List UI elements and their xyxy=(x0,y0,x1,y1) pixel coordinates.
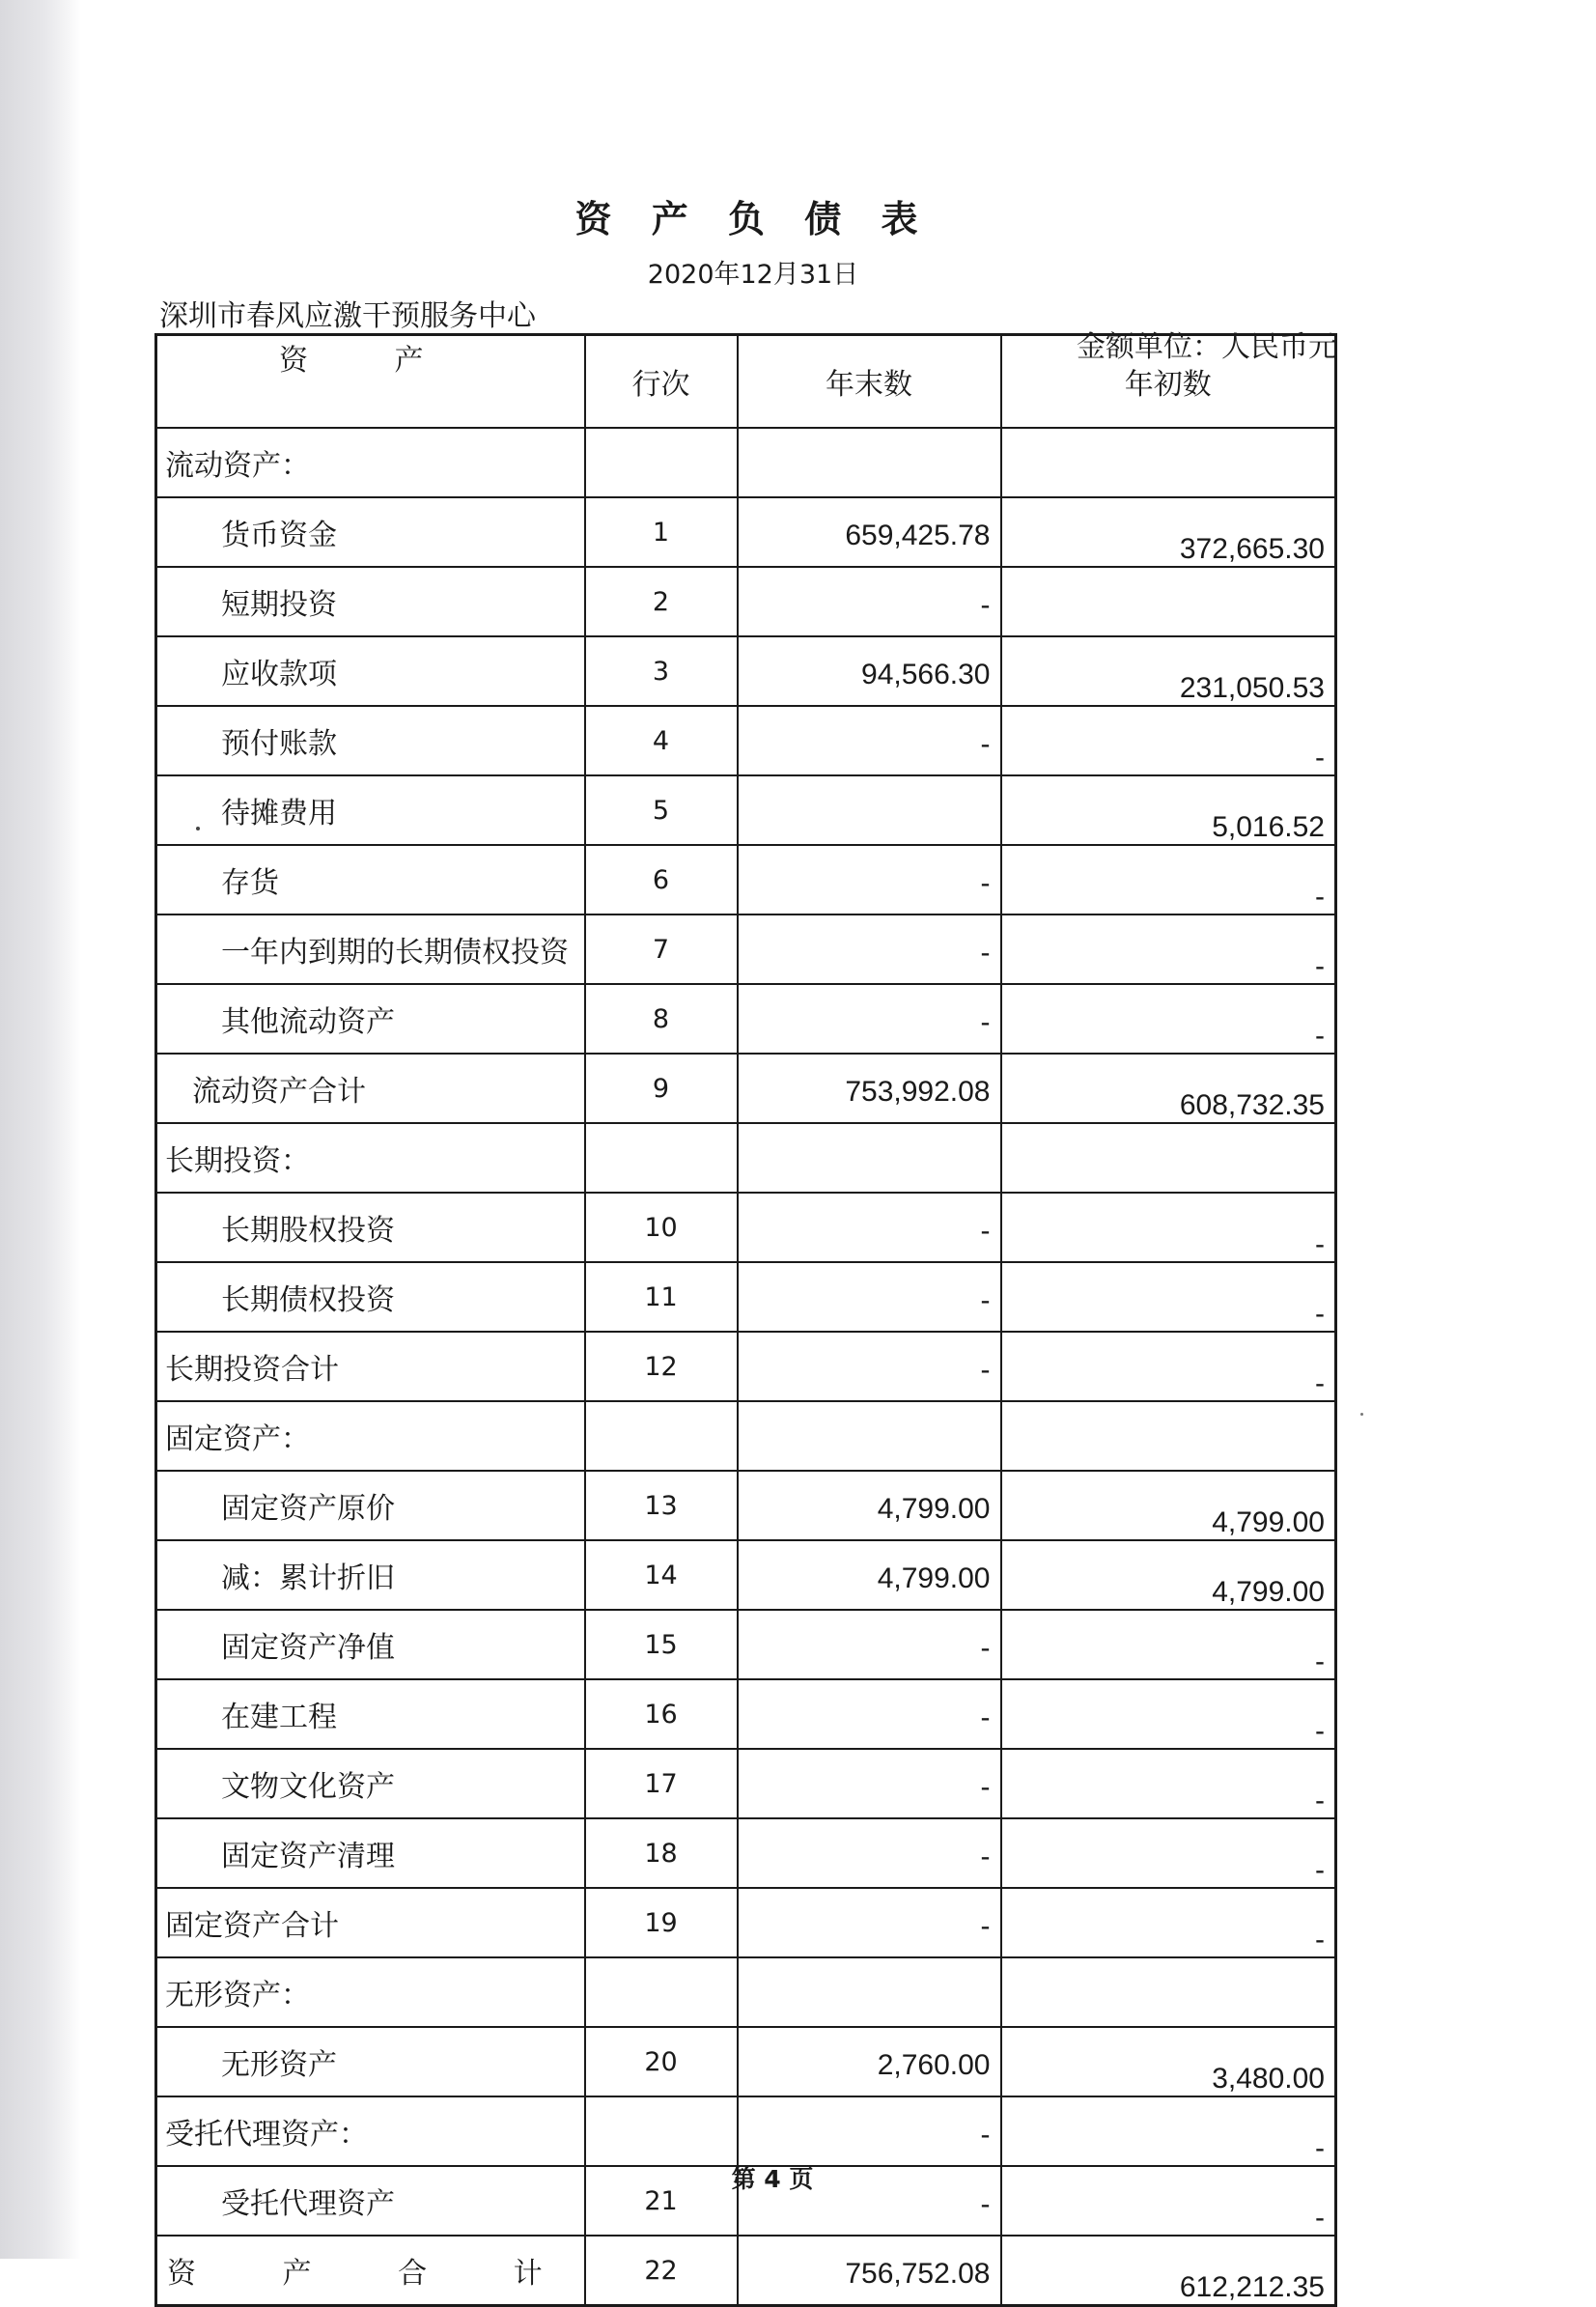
row-item-label: 长期股权投资 xyxy=(156,1193,585,1262)
row-line-number: 13 xyxy=(585,1471,738,1540)
row-year-begin-value: - xyxy=(1001,845,1336,914)
scan-speck xyxy=(196,827,200,830)
row-year-end-value: - xyxy=(738,1332,1001,1401)
row-year-end-value: - xyxy=(738,1679,1001,1749)
row-line-number xyxy=(585,1957,738,2027)
table-row xyxy=(156,1401,1336,1471)
row-item-label: 减：累计折旧 xyxy=(156,1540,585,1610)
row-year-begin-value: - xyxy=(1001,1818,1336,1888)
balance-sheet-table xyxy=(154,333,1337,2307)
table-row xyxy=(156,2096,1336,2166)
table-row xyxy=(156,2027,1336,2096)
row-item-label: 在建工程 xyxy=(156,1679,585,1749)
table-row xyxy=(156,497,1336,567)
row-year-begin-value xyxy=(1001,567,1336,636)
row-item-label: 固定资产净值 xyxy=(156,1610,585,1679)
row-line-number: 5 xyxy=(585,775,738,845)
row-year-begin-value: 5,016.52 xyxy=(1001,775,1336,845)
row-item-label: 存货 xyxy=(156,845,585,914)
row-item-label: 预付账款 xyxy=(156,706,585,775)
row-line-number: 22 xyxy=(585,2236,738,2306)
row-year-end-value: - xyxy=(738,845,1001,914)
table-row xyxy=(156,567,1336,636)
row-line-number: 4 xyxy=(585,706,738,775)
table-row xyxy=(156,1679,1336,1749)
table-row xyxy=(156,775,1336,845)
table-row xyxy=(156,845,1336,914)
row-year-begin-value: - xyxy=(1001,1679,1336,1749)
row-year-begin-value: - xyxy=(1001,914,1336,984)
row-year-end-value: 756,752.08 xyxy=(738,2236,1001,2306)
row-year-end-value: 753,992.08 xyxy=(738,1054,1001,1123)
document-title: 资 产 负 债 表 xyxy=(574,197,932,240)
row-line-number: 17 xyxy=(585,1749,738,1818)
row-item-label: 长期投资合计 xyxy=(156,1332,585,1401)
table-row xyxy=(156,636,1336,706)
row-year-end-value: - xyxy=(738,1610,1001,1679)
row-item-label: 文物文化资产 xyxy=(156,1749,585,1818)
row-year-begin-value: 231,050.53 xyxy=(1001,636,1336,706)
table-row xyxy=(156,1957,1336,2027)
row-year-end-value: - xyxy=(738,914,1001,984)
row-year-begin-value xyxy=(1001,428,1336,497)
organization-name: 深圳市春风应激干预服务中心 xyxy=(159,299,536,333)
row-item-label: 其他流动资产 xyxy=(156,984,585,1054)
row-item-label: 待摊费用 xyxy=(156,775,585,845)
row-line-number: 1 xyxy=(585,497,738,567)
row-item-label: 长期投资： xyxy=(156,1123,585,1193)
row-year-end-value: - xyxy=(738,567,1001,636)
row-item-label: 资 产 合 计 xyxy=(156,2236,585,2306)
table-row xyxy=(156,1193,1336,1262)
row-year-begin-value: - xyxy=(1001,2096,1336,2166)
row-item-label: 受托代理资产： xyxy=(156,2096,585,2166)
row-line-number: 6 xyxy=(585,845,738,914)
header-line-no: 行次 xyxy=(585,335,738,429)
row-year-end-value: - xyxy=(738,2096,1001,2166)
header-year-begin: 年初数 xyxy=(1001,335,1336,429)
row-year-begin-value xyxy=(1001,1957,1336,2027)
row-year-begin-value: 4,799.00 xyxy=(1001,1471,1336,1540)
row-year-end-value: 4,799.00 xyxy=(738,1540,1001,1610)
table-row xyxy=(156,428,1336,497)
row-year-begin-value: 608,732.35 xyxy=(1001,1054,1336,1123)
report-date: 2020年12月31日 xyxy=(647,260,859,290)
row-item-label: 固定资产原价 xyxy=(156,1471,585,1540)
row-year-begin-value: - xyxy=(1001,1888,1336,1957)
row-year-begin-value: - xyxy=(1001,706,1336,775)
row-year-end-value xyxy=(738,1957,1001,2027)
currency-unit: 金额单位：人民币元 xyxy=(1077,330,1337,364)
table-row xyxy=(156,2236,1336,2306)
row-line-number: 20 xyxy=(585,2027,738,2096)
row-year-end-value: 94,566.30 xyxy=(738,636,1001,706)
row-line-number: 21 xyxy=(585,2166,738,2236)
row-item-label: 流动资产： xyxy=(156,428,585,497)
row-item-label: 一年内到期的长期债权投资 xyxy=(156,914,585,984)
table-row xyxy=(156,1332,1336,1401)
row-line-number: 11 xyxy=(585,1262,738,1332)
row-year-end-value: - xyxy=(738,1818,1001,1888)
row-year-begin-value: - xyxy=(1001,984,1336,1054)
row-item-label: 受托代理资产 xyxy=(156,2166,585,2236)
row-item-label: 应收款项 xyxy=(156,636,585,706)
row-year-begin-value: - xyxy=(1001,1749,1336,1818)
row-year-begin-value: - xyxy=(1001,1262,1336,1332)
row-year-end-value: 2,760.00 xyxy=(738,2027,1001,2096)
table-row xyxy=(156,1054,1336,1123)
row-year-begin-value: - xyxy=(1001,1193,1336,1262)
row-item-label: 货币资金 xyxy=(156,497,585,567)
row-line-number: 7 xyxy=(585,914,738,984)
row-year-begin-value xyxy=(1001,1401,1336,1471)
row-year-begin-value: 612,212.35 xyxy=(1001,2236,1336,2306)
row-item-label: 流动资产合计 xyxy=(156,1054,585,1123)
row-line-number: 9 xyxy=(585,1054,738,1123)
scan-speck xyxy=(1360,1413,1363,1416)
row-year-end-value: - xyxy=(738,2166,1001,2236)
row-line-number: 14 xyxy=(585,1540,738,1610)
table-row xyxy=(156,1471,1336,1540)
row-line-number: 16 xyxy=(585,1679,738,1749)
table-row xyxy=(156,984,1336,1054)
table-row xyxy=(156,1749,1336,1818)
row-line-number xyxy=(585,1401,738,1471)
row-line-number: 18 xyxy=(585,1818,738,1888)
row-item-label: 长期债权投资 xyxy=(156,1262,585,1332)
row-line-number: 8 xyxy=(585,984,738,1054)
row-line-number: 12 xyxy=(585,1332,738,1401)
row-line-number: 19 xyxy=(585,1888,738,1957)
page-number: 第 4 页 xyxy=(731,2165,814,2193)
row-year-begin-value: 3,480.00 xyxy=(1001,2027,1336,2096)
row-item-label: 固定资产清理 xyxy=(156,1818,585,1888)
row-year-end-value: - xyxy=(738,1262,1001,1332)
table-row xyxy=(156,1540,1336,1610)
row-year-begin-value xyxy=(1001,1123,1336,1193)
row-year-end-value xyxy=(738,1123,1001,1193)
row-year-end-value xyxy=(738,1401,1001,1471)
table-row xyxy=(156,1262,1336,1332)
row-item-label: 固定资产： xyxy=(156,1401,585,1471)
row-year-end-value: - xyxy=(738,984,1001,1054)
row-year-end-value: - xyxy=(738,1749,1001,1818)
table-row xyxy=(156,706,1336,775)
row-year-end-value xyxy=(738,428,1001,497)
row-year-begin-value: - xyxy=(1001,1610,1336,1679)
row-item-label: 无形资产： xyxy=(156,1957,585,2027)
row-line-number: 3 xyxy=(585,636,738,706)
row-line-number: 2 xyxy=(585,567,738,636)
row-year-end-value xyxy=(738,775,1001,845)
header-year-end: 年末数 xyxy=(738,335,1001,429)
row-year-begin-value: - xyxy=(1001,2166,1336,2236)
table-row xyxy=(156,914,1336,984)
row-year-end-value: - xyxy=(738,1888,1001,1957)
row-year-begin-value: 372,665.30 xyxy=(1001,497,1336,567)
header-assets: 资 产 xyxy=(156,335,585,429)
row-item-label: 固定资产合计 xyxy=(156,1888,585,1957)
row-year-end-value: 659,425.78 xyxy=(738,497,1001,567)
row-line-number xyxy=(585,2096,738,2166)
row-item-label: 短期投资 xyxy=(156,567,585,636)
row-item-label: 无形资产 xyxy=(156,2027,585,2096)
row-line-number: 15 xyxy=(585,1610,738,1679)
row-line-number: 10 xyxy=(585,1193,738,1262)
table-row xyxy=(156,1818,1336,1888)
table-row xyxy=(156,1123,1336,1193)
row-year-begin-value: 4,799.00 xyxy=(1001,1540,1336,1610)
row-year-begin-value: - xyxy=(1001,1332,1336,1401)
row-year-end-value: - xyxy=(738,706,1001,775)
row-line-number xyxy=(585,1123,738,1193)
table-row xyxy=(156,1610,1336,1679)
table-header-row xyxy=(156,335,1336,429)
row-line-number xyxy=(585,428,738,497)
row-year-end-value: - xyxy=(738,1193,1001,1262)
row-year-end-value: 4,799.00 xyxy=(738,1471,1001,1540)
table-row xyxy=(156,1888,1336,1957)
